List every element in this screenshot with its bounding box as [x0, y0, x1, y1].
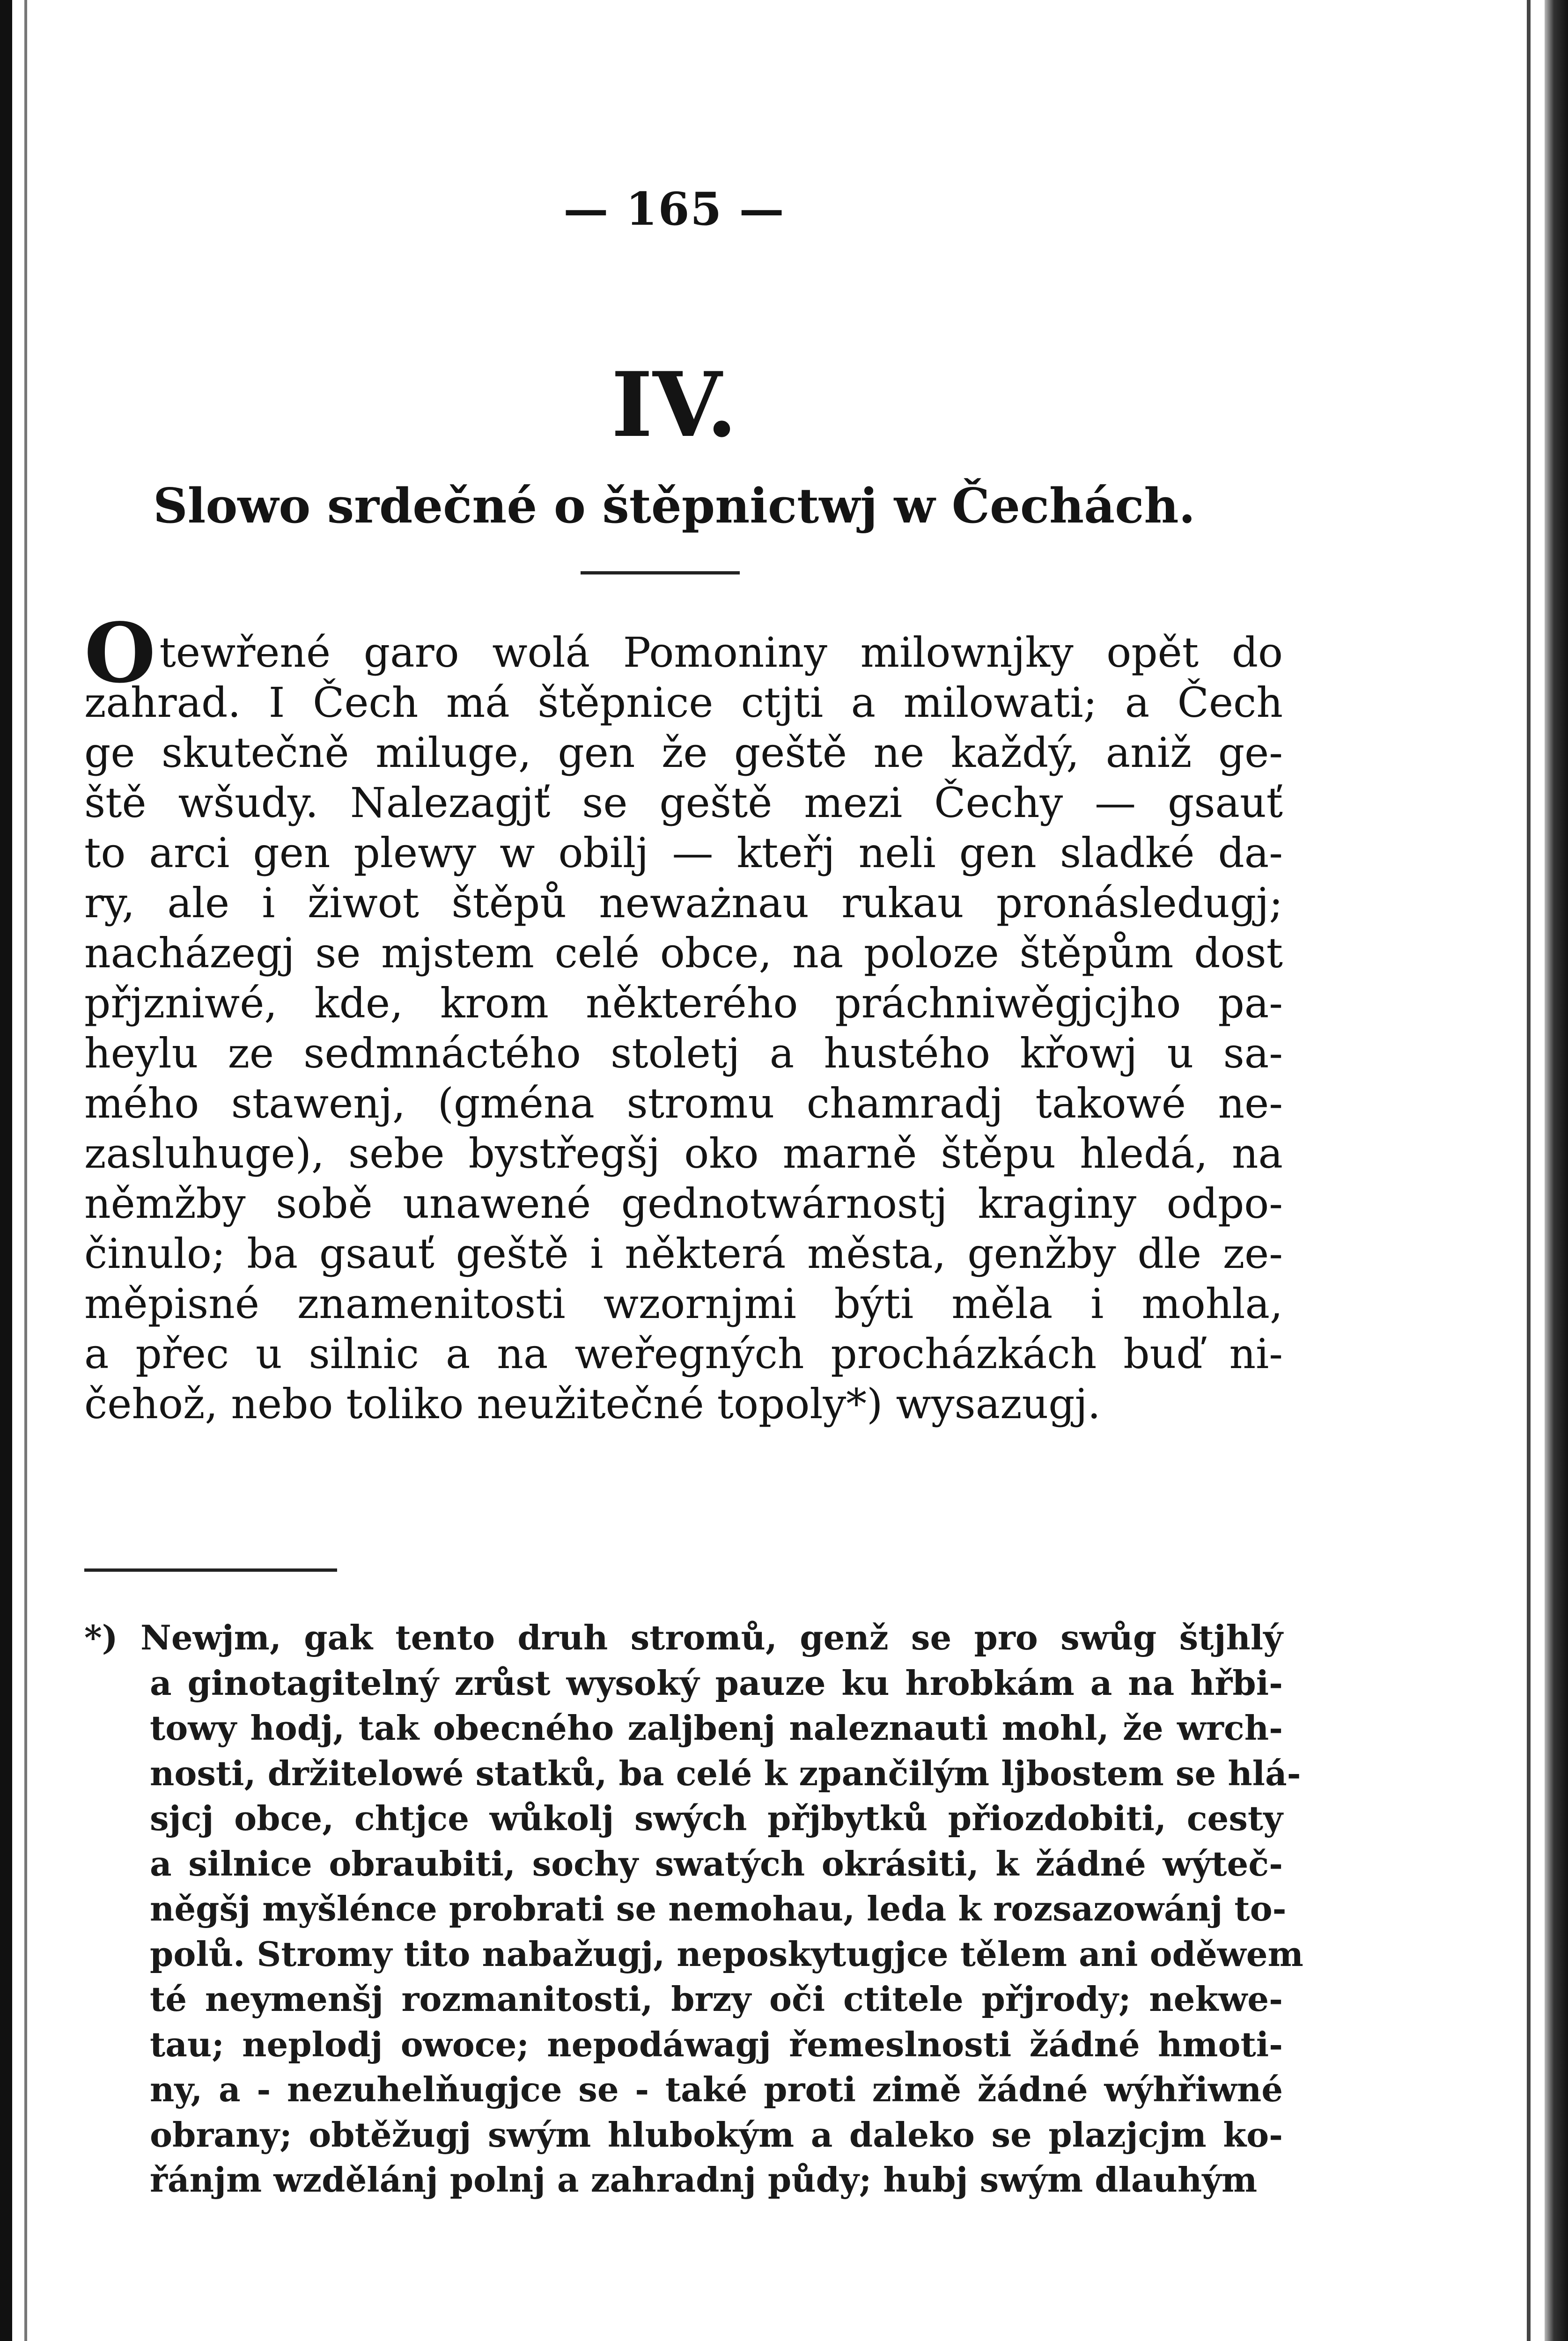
footnote-line: polů. Stromy tito nabažugj, neposkytugjce tělem ani oděwem [150, 1934, 1303, 1974]
body-line: to arci gen plewy w obilj — kteřj neli gen sladké da- [84, 829, 1283, 877]
page-number: — 165 — [563, 183, 785, 236]
body-line: němžby sobě unawené gednotwárnostj kraginy odpo- [84, 1179, 1283, 1228]
footnote-line: ny, a - nezuhelňugjce se - také proti zimě žádné wýhřiwné [150, 2069, 1283, 2109]
footnote-line: sjcj obce, chtjce wůkolj swých přjbytků přiozdobiti, cesty [150, 1798, 1283, 1838]
footnote-line: řánjm wzdělánj polnj a zahradnj půdy; hubj swým dlauhým [150, 2160, 1258, 2200]
chapter-number: IV. [611, 353, 737, 457]
body-line: ry, ale i žiwot štěpů neważnau rukau pronásledugj; [84, 879, 1283, 927]
body-line: mého stawenj, (gména stromu chamradj takowé ne- [84, 1079, 1283, 1127]
body-line: Otewřené garo wolá Pomoniny milownjky opět do [84, 605, 1283, 701]
scan-left-border [0, 0, 12, 2341]
footnote-line: towy hodj, tak obecného zaljbenj naleznauti mohl, že wrch- [150, 1708, 1283, 1748]
body-line: zasluhuge), sebe bystřegšj oko marně štěpu hledá, na [84, 1129, 1283, 1178]
footnote-line: tau; neplodj owoce; nepodáwagj řemeslnosti žádné hmoti- [150, 2024, 1283, 2064]
footnote-line: obrany; obtěžugj swým hlubokým a daleko se plazjcjm ko- [150, 2114, 1283, 2155]
body-line: zahrad. I Čech má štěpnice ctjti a milowati; a Čech [84, 678, 1283, 727]
title-divider [581, 571, 740, 574]
body-line: nacházegj se mjstem celé obce, na poloze štěpům dost [84, 929, 1283, 977]
scan-right-border [1545, 0, 1568, 2341]
footnote-divider [84, 1568, 337, 1572]
body-line: ge skutečně miluge, gen že geště ne každý, aniž ge- [84, 729, 1283, 777]
footnote-line: něgšj myšlénce probrati se nemohau, leda k rozsazowánj to- [150, 1889, 1287, 1929]
scan-right-border-line [1527, 0, 1531, 2341]
chapter-title: Slowo srdečné o štěpnictwj w Čechách. [153, 478, 1196, 534]
body-line: čehož, nebo toliko neužitečné topoly*) wysazugj. [84, 1380, 1101, 1428]
footnote-line: *) Newjm, gak tento druh stromů, genž se pro swůg štjhlý [84, 1618, 1283, 1657]
book-page [75, 0, 1303, 2341]
body-text [84, 605, 1283, 1429]
body-line: přjzniwé, kde, krom některého práchniwěgjcjho pa- [84, 979, 1283, 1027]
drop-cap: O [84, 605, 156, 701]
body-line: činulo; ba gsauť geště i některá města, genžby dle ze- [84, 1229, 1283, 1278]
scan-left-border-line [24, 0, 27, 2341]
footnote-line: a ginotagitelný zrůst wysoký pauze ku hrobkám a na hřbi- [150, 1663, 1283, 1703]
body-line: heylu ze sedmnáctého stoletj a hustého křowj u sa- [84, 1029, 1283, 1077]
footnote-line: a silnice obraubiti, sochy swatých okrásiti, k žádné wýteč- [150, 1843, 1283, 1884]
body-line: a přec u silnic a na weřegných procházkách buď ni- [84, 1330, 1283, 1378]
footnote [84, 1615, 1303, 2203]
footnote-line: nosti, držitelowé statků, ba celé k zpančilým ljbostem se hlá- [150, 1753, 1301, 1793]
body-line: ště wšudy. Nalezagjť se geště mezi Čechy — gsauť [84, 779, 1283, 827]
footnote-line: té neymenšj rozmanitosti, brzy oči ctitele přjrody; nekwe- [150, 1979, 1283, 2019]
body-line: měpisné znamenitosti wzornjmi býti měla i mohla, [84, 1280, 1283, 1328]
